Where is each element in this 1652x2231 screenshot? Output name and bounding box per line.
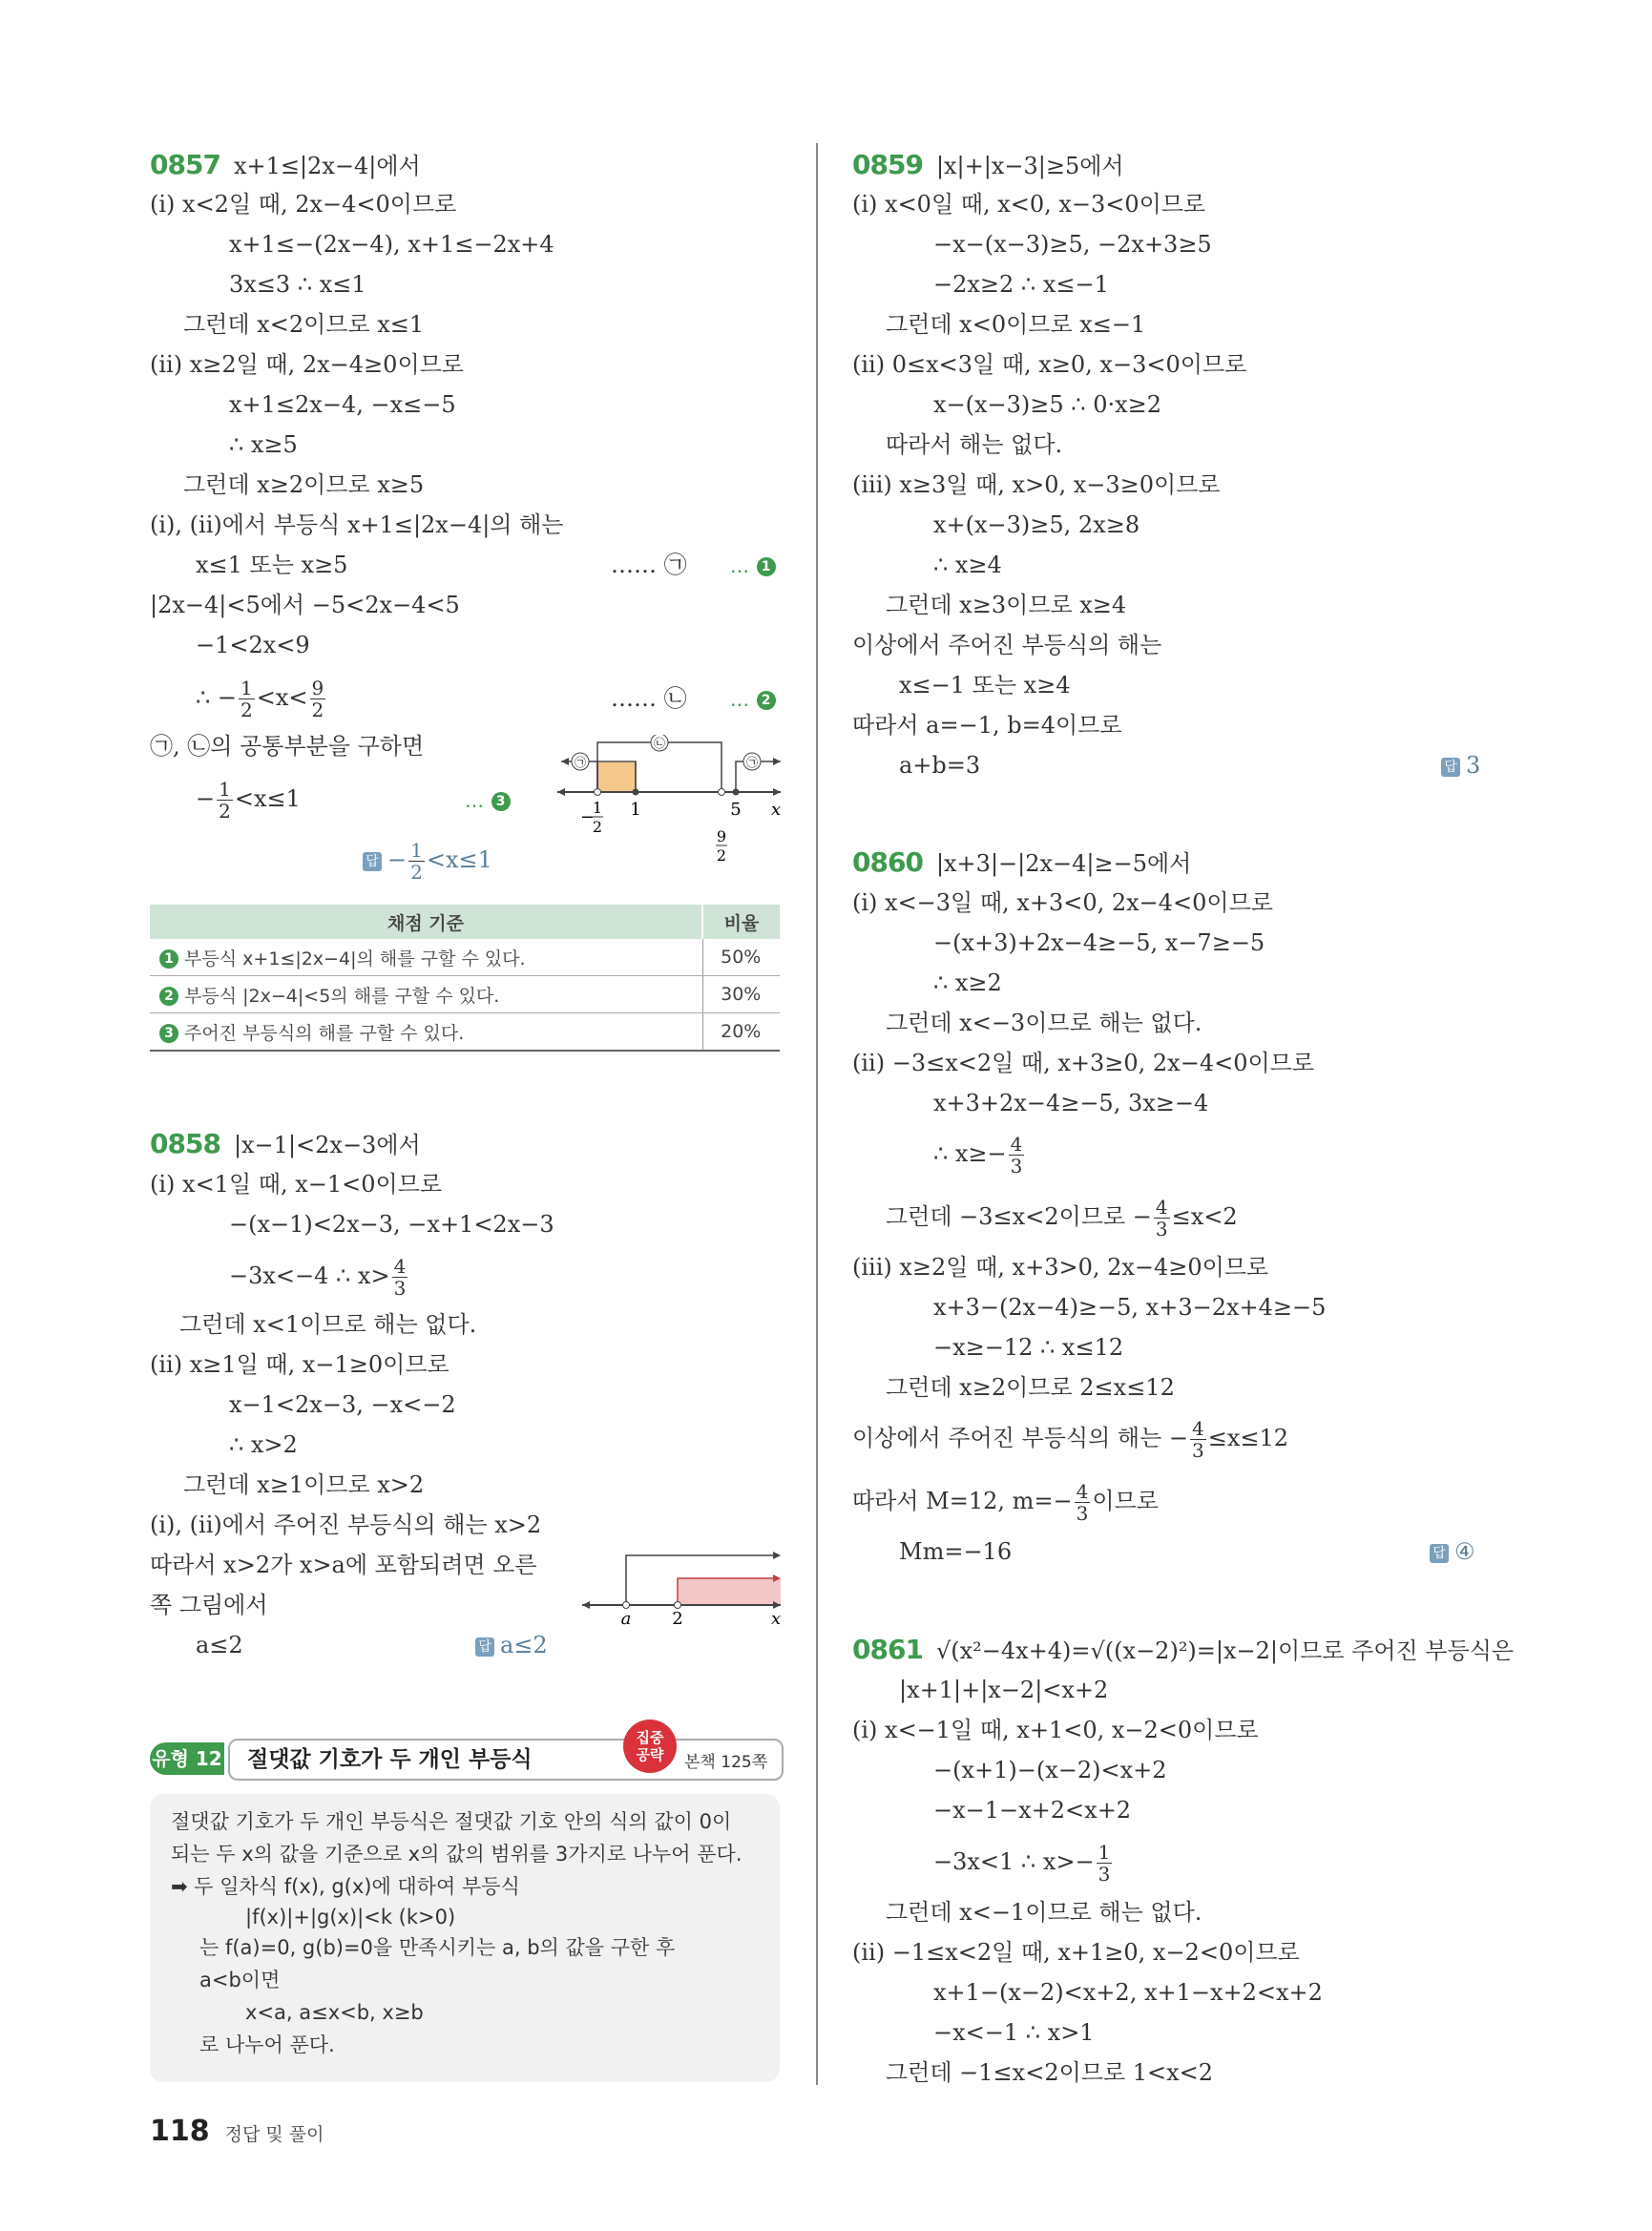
solution-line: ∴ x≥4 xyxy=(933,552,1002,578)
solution-line: −3x<−4 ∴ x> $\frac{4}{3}$ xyxy=(229,1255,407,1300)
step-number-icon: 1 xyxy=(757,557,776,576)
problem-statement: x+1≤|2x−4|에서 xyxy=(233,153,421,179)
solution-line: |2x−4|<5에서 −5<2x−4<5 xyxy=(150,592,460,618)
solution-line: −3x<1 ∴ x>− $\frac{1}{3}$ xyxy=(933,1841,1111,1886)
svg-text:−: − xyxy=(580,807,596,827)
svg-text:x: x xyxy=(771,1609,782,1626)
solution-line: (ii) 0≤x<3일 때, x≥0, x−3<0이므로 xyxy=(852,351,1247,378)
tip-text: 는 f(a)=0, g(b)=0을 만족시키는 a, b의 값을 구한 후 xyxy=(199,1936,676,1959)
solution-line: −(x+3)+2x−4≥−5, x−7≥−5 xyxy=(933,929,1265,956)
svg-text:9: 9 xyxy=(716,827,727,845)
answer: 답 − $\frac{1}{2}$ <x≤1 xyxy=(363,834,492,886)
solution-line: (ii) x≥2일 때, 2x−4≥0이므로 xyxy=(150,351,464,378)
table-row: 1 부등식 x+1≤|2x−4|의 해를 구할 수 있다. 50% xyxy=(150,939,780,976)
solution-line: (i), (ii)에서 주어진 부등식의 해는 x>2 xyxy=(150,1512,542,1538)
step-number-icon: 2 xyxy=(159,987,178,1006)
solution-line: 그런데 x<−3이므로 해는 없다. xyxy=(886,1010,1202,1036)
solution-line: (i) x<1일 때, x−1<0이므로 xyxy=(150,1171,443,1198)
svg-text:5: 5 xyxy=(730,800,742,820)
solution-line: x≤1 또는 x≥5 xyxy=(196,552,348,578)
table-row: 3 주어진 부등식의 해를 구할 수 있다. 20% xyxy=(150,1013,780,1052)
problem-number: 0858 xyxy=(150,1128,220,1159)
tip-text: 절댓값 기호가 두 개인 부등식은 절댓값 기호 안의 식의 값이 0이 xyxy=(171,1810,732,1833)
solution-line: Mm=−16 xyxy=(899,1538,1013,1565)
solution-line: a+b=3 xyxy=(899,752,981,779)
answer-icon: 답 xyxy=(1430,1544,1449,1563)
solution-line: 이상에서 주어진 부등식의 해는 xyxy=(852,632,1162,658)
svg-text:㉡: ㉡ xyxy=(653,737,666,750)
solution-line: (iii) x≥2일 때, x+3>0, 2x−4≥0이므로 xyxy=(852,1254,1269,1281)
answer: 답 3 xyxy=(1441,750,1480,781)
solution-line: (iii) x≥3일 때, x>0, x−3≥0이므로 xyxy=(852,471,1221,498)
answer: 답 ④ xyxy=(1430,1536,1475,1567)
solution-line: (i) x<−3일 때, x+3<0, 2x−4<0이므로 xyxy=(852,889,1273,916)
tip-text: 로 나누어 푼다. xyxy=(199,2033,335,2056)
solution-line: 그런데 x≥2이므로 2≤x≤12 xyxy=(886,1374,1175,1401)
solution-line: (i) x<−1일 때, x+1<0, x−2<0이므로 xyxy=(852,1717,1259,1743)
solution-line: 그런데 x<0이므로 x≤−1 xyxy=(886,311,1146,338)
solution-line: x+1≤2x−4, −x≤−5 xyxy=(229,391,456,418)
solution-line: ∴ x≥− $\frac{4}{3}$ xyxy=(933,1133,1023,1178)
solution-line: −1<2x<9 xyxy=(196,632,310,658)
svg-text:㉠: ㉠ xyxy=(574,756,587,769)
focus-badge-icon: 집중 공략 xyxy=(623,1720,677,1773)
solution-line: x≤−1 또는 x≥4 xyxy=(899,672,1071,698)
page-footer xyxy=(150,2115,324,2148)
solution-line: 그런데 −1≤x<2이므로 1<x<2 xyxy=(886,2059,1214,2086)
solution-line: x−(x−3)≥5 ∴ 0·x≥2 xyxy=(933,391,1162,418)
solution-line: (i), (ii)에서 부등식 x+1≤|2x−4|의 해는 xyxy=(150,511,564,538)
problem-number: 0860 xyxy=(852,846,923,878)
column-divider xyxy=(816,143,818,2085)
svg-text:2: 2 xyxy=(672,1609,683,1626)
number-line-diagram xyxy=(552,735,785,868)
solution-line: −x−1−x+2<x+2 xyxy=(933,1797,1132,1824)
type-title: 절댓값 기호가 두 개인 부등식 xyxy=(228,1739,784,1781)
step-number-icon: 1 xyxy=(159,949,178,969)
solution-line: 그런데 −3≤x<2이므로 − $\frac{4}{3}$ ≤x<2 xyxy=(886,1196,1238,1241)
page-reference: 본책 125쪽 xyxy=(684,1753,768,1772)
type-badge: 유형 12 xyxy=(150,1742,224,1775)
solution-line: 이상에서 주어진 부등식의 해는 − $\frac{4}{3}$ ≤x≤12 xyxy=(852,1417,1289,1462)
scoring-table xyxy=(150,905,780,1052)
answer: 답 a≤2 xyxy=(475,1630,548,1660)
solution-line: 그런데 x≥1이므로 x>2 xyxy=(183,1471,425,1498)
problem-statement: |x|+|x−3|≥5에서 xyxy=(935,153,1124,179)
svg-text:1: 1 xyxy=(630,800,641,820)
solution-line: 따라서 해는 없다. xyxy=(886,431,1063,458)
tip-text: |f(x)|+|g(x)|<k (k>0) xyxy=(245,1906,456,1929)
interval-shade xyxy=(597,761,636,792)
solution-line: −2x≥2 ∴ x≤−1 xyxy=(933,271,1109,298)
number-line-diagram xyxy=(580,1544,785,1626)
solution-line: −x≥−12 ∴ x≤12 xyxy=(933,1334,1124,1361)
solution-line: − $\frac{1}{2}$ <x≤1 xyxy=(196,778,301,823)
step-number-icon: 3 xyxy=(159,1024,178,1043)
step-marker: … 2 xyxy=(730,683,776,715)
solution-line: 따라서 a=−1, b=4이므로 xyxy=(852,712,1122,739)
step-marker: … 1 xyxy=(730,550,776,581)
svg-text:a: a xyxy=(620,1609,632,1626)
solution-line: (ii) −1≤x<2일 때, x+1≥0, x−2<0이므로 xyxy=(852,1939,1300,1966)
solution-line: 그런데 x≥3이므로 x≥4 xyxy=(886,592,1127,618)
solution-line: x+3+2x−4≥−5, 3x≥−4 xyxy=(933,1090,1209,1116)
solution-line: ∴ − $\frac{1}{2}$ <x< $\frac{9}{2}$ xyxy=(196,677,324,721)
problem-number: 0861 xyxy=(852,1634,923,1665)
problem-number: 0857 xyxy=(150,149,220,180)
svg-text:x: x xyxy=(771,800,782,820)
tip-text: x<a, a≤x<b, x≥b xyxy=(245,2001,424,2024)
problem-statement: |x−1|<2x−3에서 xyxy=(233,1132,421,1158)
svg-text:1: 1 xyxy=(592,799,603,817)
tip-box xyxy=(150,1794,780,2082)
answer-icon: 답 xyxy=(363,852,382,871)
solution-line: ∴ x>2 xyxy=(229,1431,298,1458)
solution-line: ∴ x≥2 xyxy=(933,970,1002,996)
solution-line: x+1≤−(2x−4), x+1≤−2x+4 xyxy=(229,231,554,258)
step-number-icon: 2 xyxy=(757,691,776,710)
table-header: 채점 기준 xyxy=(150,905,702,939)
solution-line: −x<−1 ∴ x>1 xyxy=(933,2019,1095,2046)
equation-tag: …… ㉠ xyxy=(611,552,687,578)
page-number: 118 xyxy=(150,2115,210,2148)
answer-icon: 답 xyxy=(1441,758,1460,777)
equation-tag: …… ㉡ xyxy=(611,685,687,712)
solution-line: (i) x<0일 때, x<0, x−3<0이므로 xyxy=(852,191,1206,218)
problem-statement: |x+3|−|2x−4|≥−5에서 xyxy=(935,850,1192,877)
problem-number: 0859 xyxy=(852,149,923,180)
type-header xyxy=(150,1729,780,1783)
solution-line: 따라서 M=12, m=− $\frac{4}{3}$ 이므로 xyxy=(852,1480,1159,1525)
svg-text:2: 2 xyxy=(716,846,727,865)
problem-statement: √(x²−4x+4)=√((x−2)²)=|x−2|이므로 주어진 부등식은 xyxy=(935,1637,1515,1664)
solution-line: −(x+1)−(x−2)<x+2 xyxy=(933,1757,1167,1783)
table-row: 2 부등식 |2x−4|<5의 해를 구할 수 있다. 30% xyxy=(150,976,780,1013)
footer-label: 정답 및 풀이 xyxy=(224,2124,324,2145)
solution-line: a≤2 xyxy=(196,1632,243,1658)
solution-line: 그런데 x<1이므로 해는 없다. xyxy=(179,1311,477,1338)
solution-line: −x−(x−3)≥5, −2x+3≥5 xyxy=(933,231,1212,258)
tip-text: 되는 두 x의 값을 기준으로 x의 값의 범위를 3가지로 나누어 푼다. xyxy=(171,1843,742,1866)
solution-line: 그런데 x≥2이므로 x≥5 xyxy=(183,471,425,498)
solution-line: (ii) x≥1일 때, x−1≥0이므로 xyxy=(150,1351,450,1378)
solution-line: 쪽 그림에서 xyxy=(150,1592,268,1618)
answer-icon: 답 xyxy=(475,1637,494,1657)
solution-line: x+1−(x−2)<x+2, x+1−x+2<x+2 xyxy=(933,1979,1323,2006)
solution-line: 따라서 x>2가 x>a에 포함되려면 오른 xyxy=(150,1552,537,1578)
solution-line: 그런데 x<−1이므로 해는 없다. xyxy=(886,1899,1202,1926)
svg-text:㉠: ㉠ xyxy=(745,756,759,769)
step-marker: … 3 xyxy=(465,784,511,816)
step-number-icon: 3 xyxy=(491,792,511,811)
tip-text: ➡ 두 일차식 f(x), g(x)에 대하여 부등식 xyxy=(171,1875,520,1898)
solution-line: x−1<2x−3, −x<−2 xyxy=(229,1391,456,1418)
tip-text: a<b이면 xyxy=(199,1969,281,1991)
solution-line: (i) x<2일 때, 2x−4<0이므로 xyxy=(150,191,457,218)
svg-text:2: 2 xyxy=(592,818,603,836)
solution-line: ∴ x≥5 xyxy=(229,431,298,458)
solution-line: x+(x−3)≥5, 2x≥8 xyxy=(933,511,1140,538)
table-header: 비율 xyxy=(702,905,780,939)
solution-line: |x+1|+|x−2|<x+2 xyxy=(899,1677,1109,1703)
solution-line: ㉠, ㉡의 공통부분을 구하면 xyxy=(150,733,425,760)
solution-line: 3x≤3 ∴ x≤1 xyxy=(229,271,366,298)
solution-line: (ii) −3≤x<2일 때, x+3≥0, 2x−4<0이므로 xyxy=(852,1050,1315,1076)
solution-line: −(x−1)<2x−3, −x+1<2x−3 xyxy=(229,1211,554,1238)
solution-line: 그런데 x<2이므로 x≤1 xyxy=(183,311,425,338)
solution-line: x+3−(2x−4)≥−5, x+3−2x+4≥−5 xyxy=(933,1294,1327,1321)
